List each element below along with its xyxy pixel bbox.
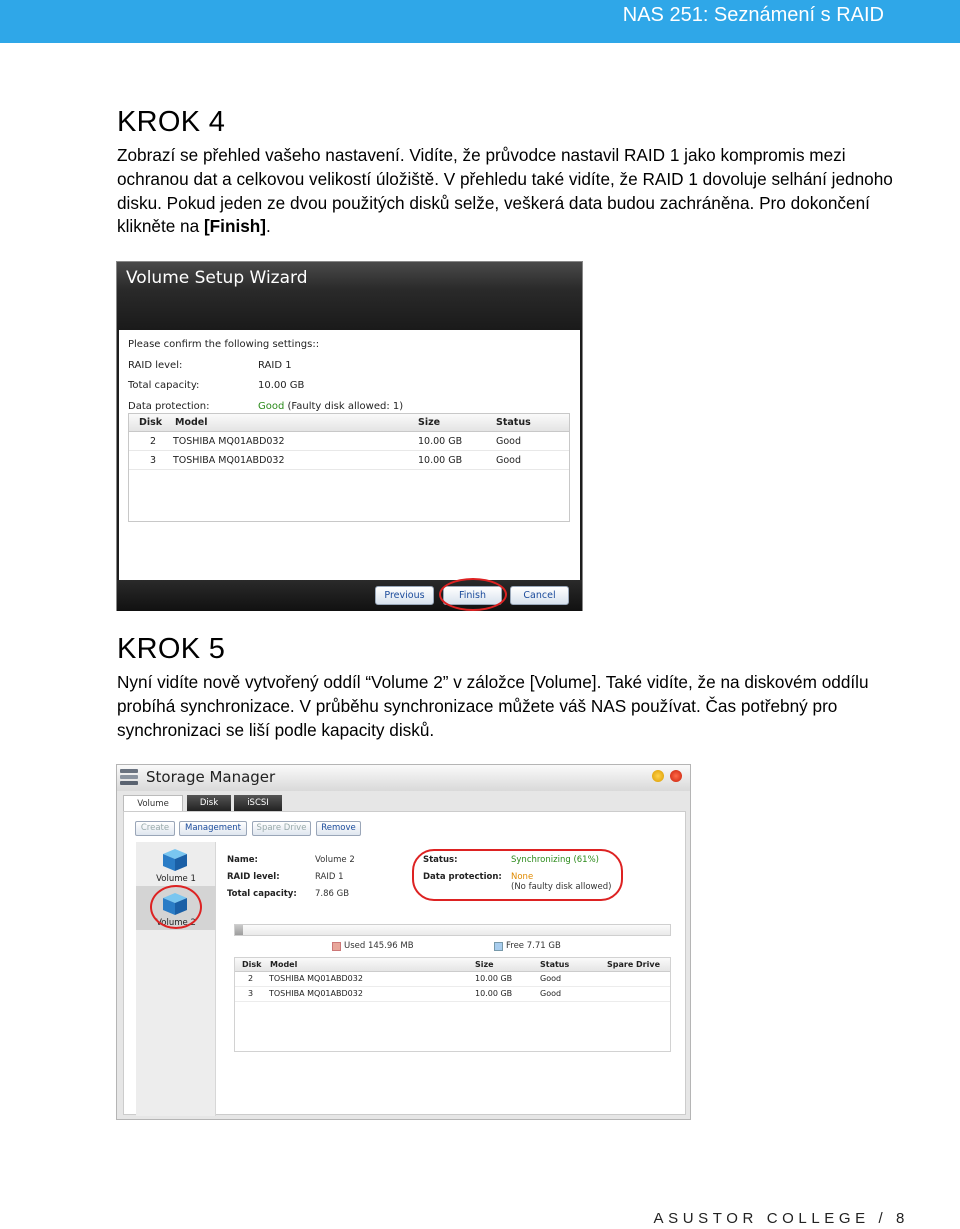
wizard-table-header xyxy=(129,414,569,432)
used-swatch xyxy=(332,942,341,951)
finish-button[interactable]: Finish xyxy=(443,586,502,605)
sm-capacity-label: Total capacity: xyxy=(227,889,297,899)
step4-line-4-suffix: . xyxy=(266,216,271,237)
sm-status-label: Status: xyxy=(423,855,458,865)
highlight-circle xyxy=(150,885,202,929)
step5-line-3: synchronizaci se liší podle kapacity disků. xyxy=(117,719,435,740)
step5-text xyxy=(117,671,917,742)
sm-protection-label: Data protection: xyxy=(423,872,502,882)
step4-line-1: Zobrazí se přehled vašeho nastavení. Vidíte, že průvodce nastavil RAID 1 jako kompromis mezi xyxy=(117,145,846,165)
sm-title: Storage Manager xyxy=(146,768,276,786)
tab-volume[interactable]: Volume xyxy=(123,795,183,812)
wizard-th-status: Status xyxy=(496,417,531,428)
free-swatch xyxy=(494,942,503,951)
sm-capacity-value: 7.86 GB xyxy=(315,889,350,899)
volume-label: Volume 2 xyxy=(156,918,196,928)
sm-row-disk: 3 xyxy=(248,989,254,998)
step4-line-4 xyxy=(117,215,917,239)
wizard-protection-detail: (Faulty disk allowed: 1) xyxy=(287,401,404,412)
wizard-title: Volume Setup Wizard xyxy=(126,268,308,288)
volume-label: Volume 1 xyxy=(156,874,196,884)
management-button[interactable]: Management xyxy=(179,821,247,836)
table-row[interactable] xyxy=(129,432,569,451)
wizard-row-model: TOSHIBA MQ01ABD032 xyxy=(173,455,285,466)
sm-row-status: Good xyxy=(540,989,562,998)
sm-row-status: Good xyxy=(540,974,562,983)
sm-status-value: Synchronizing (61%) xyxy=(511,855,599,865)
wizard-th-model: Model xyxy=(175,417,208,428)
sm-raid-value: RAID 1 xyxy=(315,872,344,882)
wizard-body xyxy=(119,330,580,580)
wizard-protection-good: Good xyxy=(258,401,285,412)
sm-row-size: 10.00 GB xyxy=(475,989,513,998)
step4-line-3: disku. Pokud jeden ze dvou použitých disků selže, veškerá data budou zachráněna. Pro dokončení xyxy=(117,192,870,213)
volume-item-1[interactable] xyxy=(136,842,216,886)
close-icon[interactable] xyxy=(670,770,682,782)
wizard-row-status: Good xyxy=(496,436,522,447)
storage-manager-window xyxy=(116,764,691,1120)
tab-iscsi[interactable]: iSCSI xyxy=(234,795,282,811)
wizard-disk-table xyxy=(128,413,570,522)
volume-cube-icon xyxy=(162,848,188,872)
previous-button[interactable]: Previous xyxy=(375,586,434,605)
usage-bar xyxy=(234,924,671,936)
header-band xyxy=(0,0,960,43)
volume-list xyxy=(136,842,216,1116)
step5-heading: KROK 5 xyxy=(117,633,226,665)
step4-line-2: ochranou dat a celkovou velikostí úložiště. V přehledu také vidíte, že RAID 1 dovoluje selhání jednoho xyxy=(117,168,893,189)
step5-line-2: probíhá synchronizace. V průběhu synchronizace můžete váš NAS používat. Čas potřebný pro xyxy=(117,695,838,716)
step4-heading: KROK 4 xyxy=(117,106,226,138)
sm-th-spare: Spare Drive xyxy=(607,960,661,969)
document-title: NAS 251: Seznámení s RAID xyxy=(622,4,884,26)
step4-line-4-prefix: klikněte na xyxy=(117,216,204,237)
sm-name-label: Name: xyxy=(227,855,258,865)
sm-row-disk: 2 xyxy=(248,974,254,983)
sm-th-model: Model xyxy=(270,960,298,969)
spare-drive-button[interactable]: Spare Drive xyxy=(252,821,311,836)
table-row[interactable] xyxy=(235,987,670,1002)
create-button[interactable]: Create xyxy=(135,821,175,836)
wizard-capacity-label: Total capacity: xyxy=(128,380,200,391)
wizard-th-size: Size xyxy=(418,417,441,428)
free-label: Free 7.71 GB xyxy=(506,941,561,951)
minimize-icon[interactable] xyxy=(652,770,664,782)
sm-raid-label: RAID level: xyxy=(227,872,280,882)
wizard-row-size: 10.00 GB xyxy=(418,455,463,466)
wizard-row-status: Good xyxy=(496,455,522,466)
tab-disk[interactable]: Disk xyxy=(187,795,231,811)
wizard-protection-label: Data protection: xyxy=(128,401,210,412)
wizard-row-model: TOSHIBA MQ01ABD032 xyxy=(173,436,285,447)
sm-th-size: Size xyxy=(475,960,494,969)
table-row[interactable] xyxy=(129,451,569,470)
sm-row-model: TOSHIBA MQ01ABD032 xyxy=(269,989,363,998)
wizard-raid-label: RAID level: xyxy=(128,360,183,371)
highlight-circle xyxy=(412,849,623,901)
step4-text xyxy=(117,144,917,239)
wizard-row-size: 10.00 GB xyxy=(418,436,463,447)
sm-th-status: Status xyxy=(540,960,570,969)
wizard-th-disk: Disk xyxy=(139,417,163,428)
wizard-confirm-text: Please confirm the following settings:: xyxy=(128,339,320,350)
page-footer: ASUSTOR COLLEGE / 8 xyxy=(653,1210,909,1227)
wizard-row-disk: 2 xyxy=(150,436,157,447)
sm-table-header xyxy=(235,958,670,972)
sm-titlebar xyxy=(117,765,690,791)
sm-th-disk: Disk xyxy=(242,960,262,969)
sm-name-value: Volume 2 xyxy=(315,855,355,865)
volume-panel xyxy=(123,811,686,1115)
sm-row-model: TOSHIBA MQ01ABD032 xyxy=(269,974,363,983)
volume-setup-wizard xyxy=(116,261,583,611)
sm-row-size: 10.00 GB xyxy=(475,974,513,983)
wizard-row-disk: 3 xyxy=(150,455,157,466)
sm-protection-value: None xyxy=(511,872,534,882)
remove-button[interactable]: Remove xyxy=(316,821,361,836)
table-row[interactable] xyxy=(235,972,670,987)
wizard-titlebar xyxy=(117,262,582,330)
step5-line-1: Nyní vidíte nově vytvořený oddíl “Volume 2” v záložce [Volume]. Také vidíte, že na diskovém oddílu xyxy=(117,672,869,692)
wizard-raid-value: RAID 1 xyxy=(258,360,292,371)
usage-fill xyxy=(235,925,243,935)
sm-disk-table xyxy=(234,957,671,1052)
wizard-protection-value xyxy=(258,401,403,412)
wizard-capacity-value: 10.00 GB xyxy=(258,380,305,391)
used-label: Used 145.96 MB xyxy=(344,941,414,951)
finish-reference: [Finish] xyxy=(203,216,267,237)
highlight-circle xyxy=(439,578,507,611)
sm-protection-detail: (No faulty disk allowed) xyxy=(511,882,612,892)
cancel-button[interactable]: Cancel xyxy=(510,586,569,605)
storage-manager-icon xyxy=(119,767,139,787)
